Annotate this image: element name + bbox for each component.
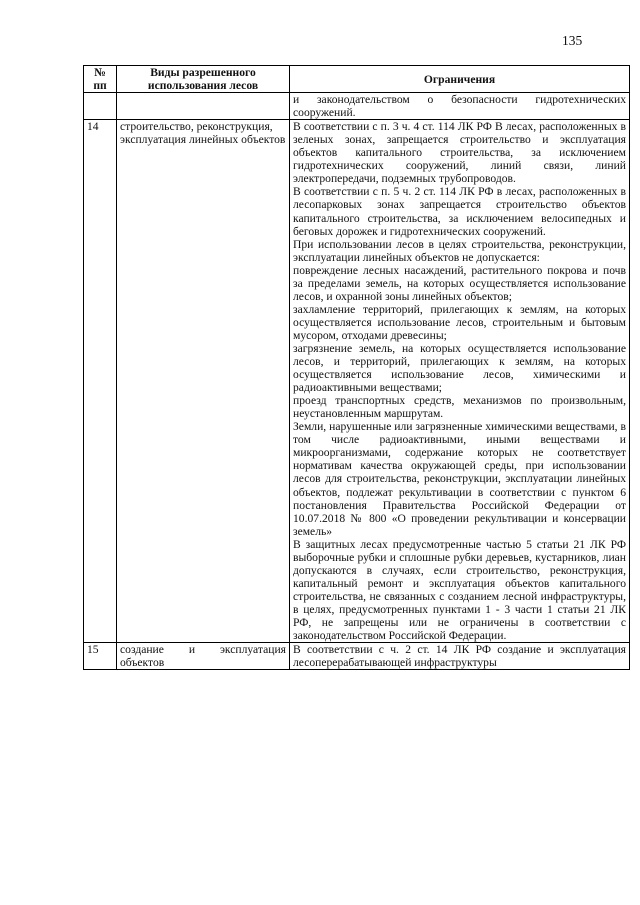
cell-kind: строительство, реконструкция, эксплуатация линейных объектов <box>117 120 290 643</box>
header-number <box>84 66 117 93</box>
cell-kind: создание и эксплуатация объектов <box>117 643 290 670</box>
restriction-paragraph: проезд транспортных средств, механизмов по произвольным, неустановленным маршрутам. <box>293 394 626 421</box>
table-row-15 <box>84 643 630 670</box>
header-kind <box>117 66 290 93</box>
restriction-paragraph: повреждение лесных насаждений, растительного покрова и почв за пределами земель, на которых осуществляется использование лесов, и охранной зоны линейных объектов; <box>293 263 626 303</box>
header-restrictions-text: Ограничения <box>423 72 496 86</box>
restriction-paragraph: захламление территорий, прилегающих к землям, на которых осуществляется использование лесов, строительным и бытовым мусором, отходами древесины; <box>293 302 626 342</box>
header-kind-text: Виды разрешенного использования лесов <box>147 66 259 93</box>
header-number-text: № пп <box>93 66 107 93</box>
cell-restrictions <box>290 643 630 670</box>
table-row-14 <box>84 120 630 643</box>
cell-row-number: 14 <box>84 120 117 643</box>
cell-row-number: 15 <box>84 643 117 670</box>
restriction-paragraph: В соответствии с п. 3 ч. 4 ст. 114 ЛК РФ В лесах, расположенных в зеленых зонах, запрещается строительство и эксплуатация объектов капитального строительства, за исключением гидротехнических сооружений, линий связи, линий электропередачи, подземных трубопроводов. <box>293 120 626 186</box>
restriction-paragraph: загрязнение земель, на которых осуществляется использование лесов, и территорий, прилегающих к землям, на которых осуществляется использование лесов, химическими и радиоактивными веществами; <box>293 341 626 395</box>
cell-continuation: и законодательством о безопасности гидротехнических сооружений. <box>290 93 630 120</box>
header-restrictions <box>290 66 630 93</box>
restriction-paragraph: В защитных лесах предусмотренные частью 5 статьи 21 ЛК РФ выборочные рубки и сплошные рубки деревьев, кустарников, лиан допускаются в случаях, если строительство, реконструкция, капитальный ремонт и эксплуатация объектов капитального строительства, не связанных с созданием лесной инфраструктуры, в целях, предусмотренных пунктами 1 - 3 части 1 статьи 21 ЛК РФ, не запрещены или не ограничены в соответствии с законодательством Российской Федерации. <box>293 537 626 643</box>
cell-empty <box>84 93 117 120</box>
restriction-paragraph: При использовании лесов в целях строительства, реконструкции, эксплуатации линейных объектов не допускается: <box>293 237 626 264</box>
restriction-paragraph: В соответствии с ч. 2 ст. 14 ЛК РФ создание и эксплуатация лесоперерабатывающей инфраструктуры <box>293 643 626 670</box>
page-number: 135 <box>562 33 583 48</box>
restriction-paragraph: Земли, нарушенные или загрязненные химическими веществами, в том числе радиоактивными, иными веществами и микроорганизмами, содержание которых не соответствует нормативам качества окружающей среды, при использовании лесов для строительства, реконструкции, эксплуатации линейных объектов, подлежат рекультивации в соответствии с пунктом 6 постановления Правительства Российской Федерации от 10.07.2018 № 800 «О проведении рекультивации и консервации земель» <box>293 420 626 538</box>
table-header-row <box>84 66 630 93</box>
restriction-paragraph: В соответствии с п. 5 ч. 2 ст. 114 ЛК РФ в лесах, расположенных в лесопарковых зонах запрещается строительство объектов капитального строительства, за исключением велосипедных и беговых дорожек и гидротехнических сооружений. <box>293 185 626 238</box>
table-row-continuation <box>84 93 630 120</box>
cell-restrictions <box>290 120 630 643</box>
restrictions-table <box>83 65 630 670</box>
cell-empty <box>117 93 290 120</box>
